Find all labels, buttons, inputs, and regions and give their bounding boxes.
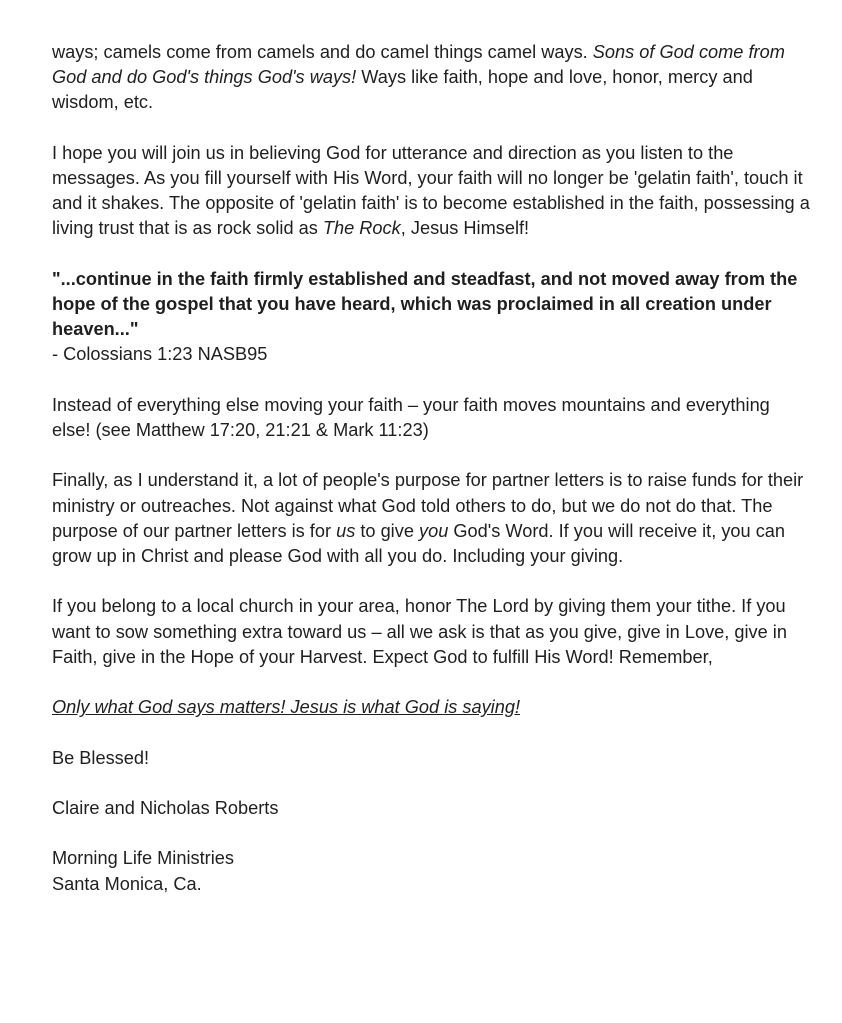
paragraph-partner-mid: to give bbox=[355, 520, 419, 541]
ministry-location: Santa Monica, Ca. bbox=[52, 873, 202, 894]
paragraph-camels bbox=[52, 40, 812, 116]
paragraph-gelatin-tail: , Jesus Himself! bbox=[400, 218, 530, 239]
paragraph-mountains: Instead of everything else moving your faith – your faith moves mountains and everything else! (see Matthew 17:20, 21:21 & Mark 11:23) bbox=[52, 394, 770, 440]
blessing: Be Blessed! bbox=[52, 747, 150, 768]
paragraph-camels-text: ways; camels come from camels and do camel things camel ways. bbox=[52, 42, 593, 62]
paragraph-gelatin-text: I hope you will join us in believing God for utterance and direction as you listen to the messages. As you fill yourself with His Word, your faith will no longer be 'gelatin faith', touch it and it shakes. The opposite of 'gelatin faith' is to become established in the faith, possessing a living trust that is as rock solid as bbox=[52, 142, 810, 239]
sons-of-god-emphasis: Sons of God come from God and do God's things God's ways! bbox=[52, 42, 785, 88]
paragraph-tithe: If you belong to a local church in your area, honor The Lord by giving them your tithe. If you want to sow something extra toward us – all we ask is that as you give, give in Love, give in Faith, give in the Hope of your Harvest. Expect God to fulfill His Word! Remember, bbox=[52, 596, 787, 667]
you-emphasis: you bbox=[419, 520, 449, 541]
the-rock-emphasis: The Rock bbox=[322, 218, 401, 239]
scripture-quote bbox=[52, 267, 812, 368]
paragraph-partner-tail: God's Word. If you will receive it, you can grow up in Christ and please God with all you do. Including your giving. bbox=[52, 520, 786, 566]
closing-statement bbox=[52, 695, 812, 720]
paragraph-partner-letters bbox=[52, 468, 812, 569]
scripture-quote-text: "...continue in the faith firmly established and steadfast, and not moved away from the hope of the gospel that you have heard, which was proclaimed in all creation under heaven..." bbox=[52, 268, 798, 340]
closing-statement-text: Only what God says matters! Jesus is what God is saying! bbox=[52, 697, 521, 718]
scripture-reference: - Colossians 1:23 NASB95 bbox=[52, 344, 268, 365]
ministry-name: Morning Life Ministries bbox=[52, 848, 234, 869]
us-emphasis: us bbox=[336, 520, 356, 541]
paragraph-camels-tail: Ways like faith, hope and love, honor, mercy and wisdom, etc. bbox=[52, 67, 753, 113]
paragraph-partner-text: Finally, as I understand it, a lot of people's purpose for partner letters is to raise funds for their ministry or outreaches. Not against what God told others to do, but we do not do that. The purpose of our partner letters is for bbox=[52, 470, 804, 541]
letter-body bbox=[52, 40, 812, 922]
ministry-address bbox=[52, 846, 812, 896]
paragraph-gelatin-faith bbox=[52, 141, 812, 242]
signers: Claire and Nicholas Roberts bbox=[52, 797, 279, 818]
